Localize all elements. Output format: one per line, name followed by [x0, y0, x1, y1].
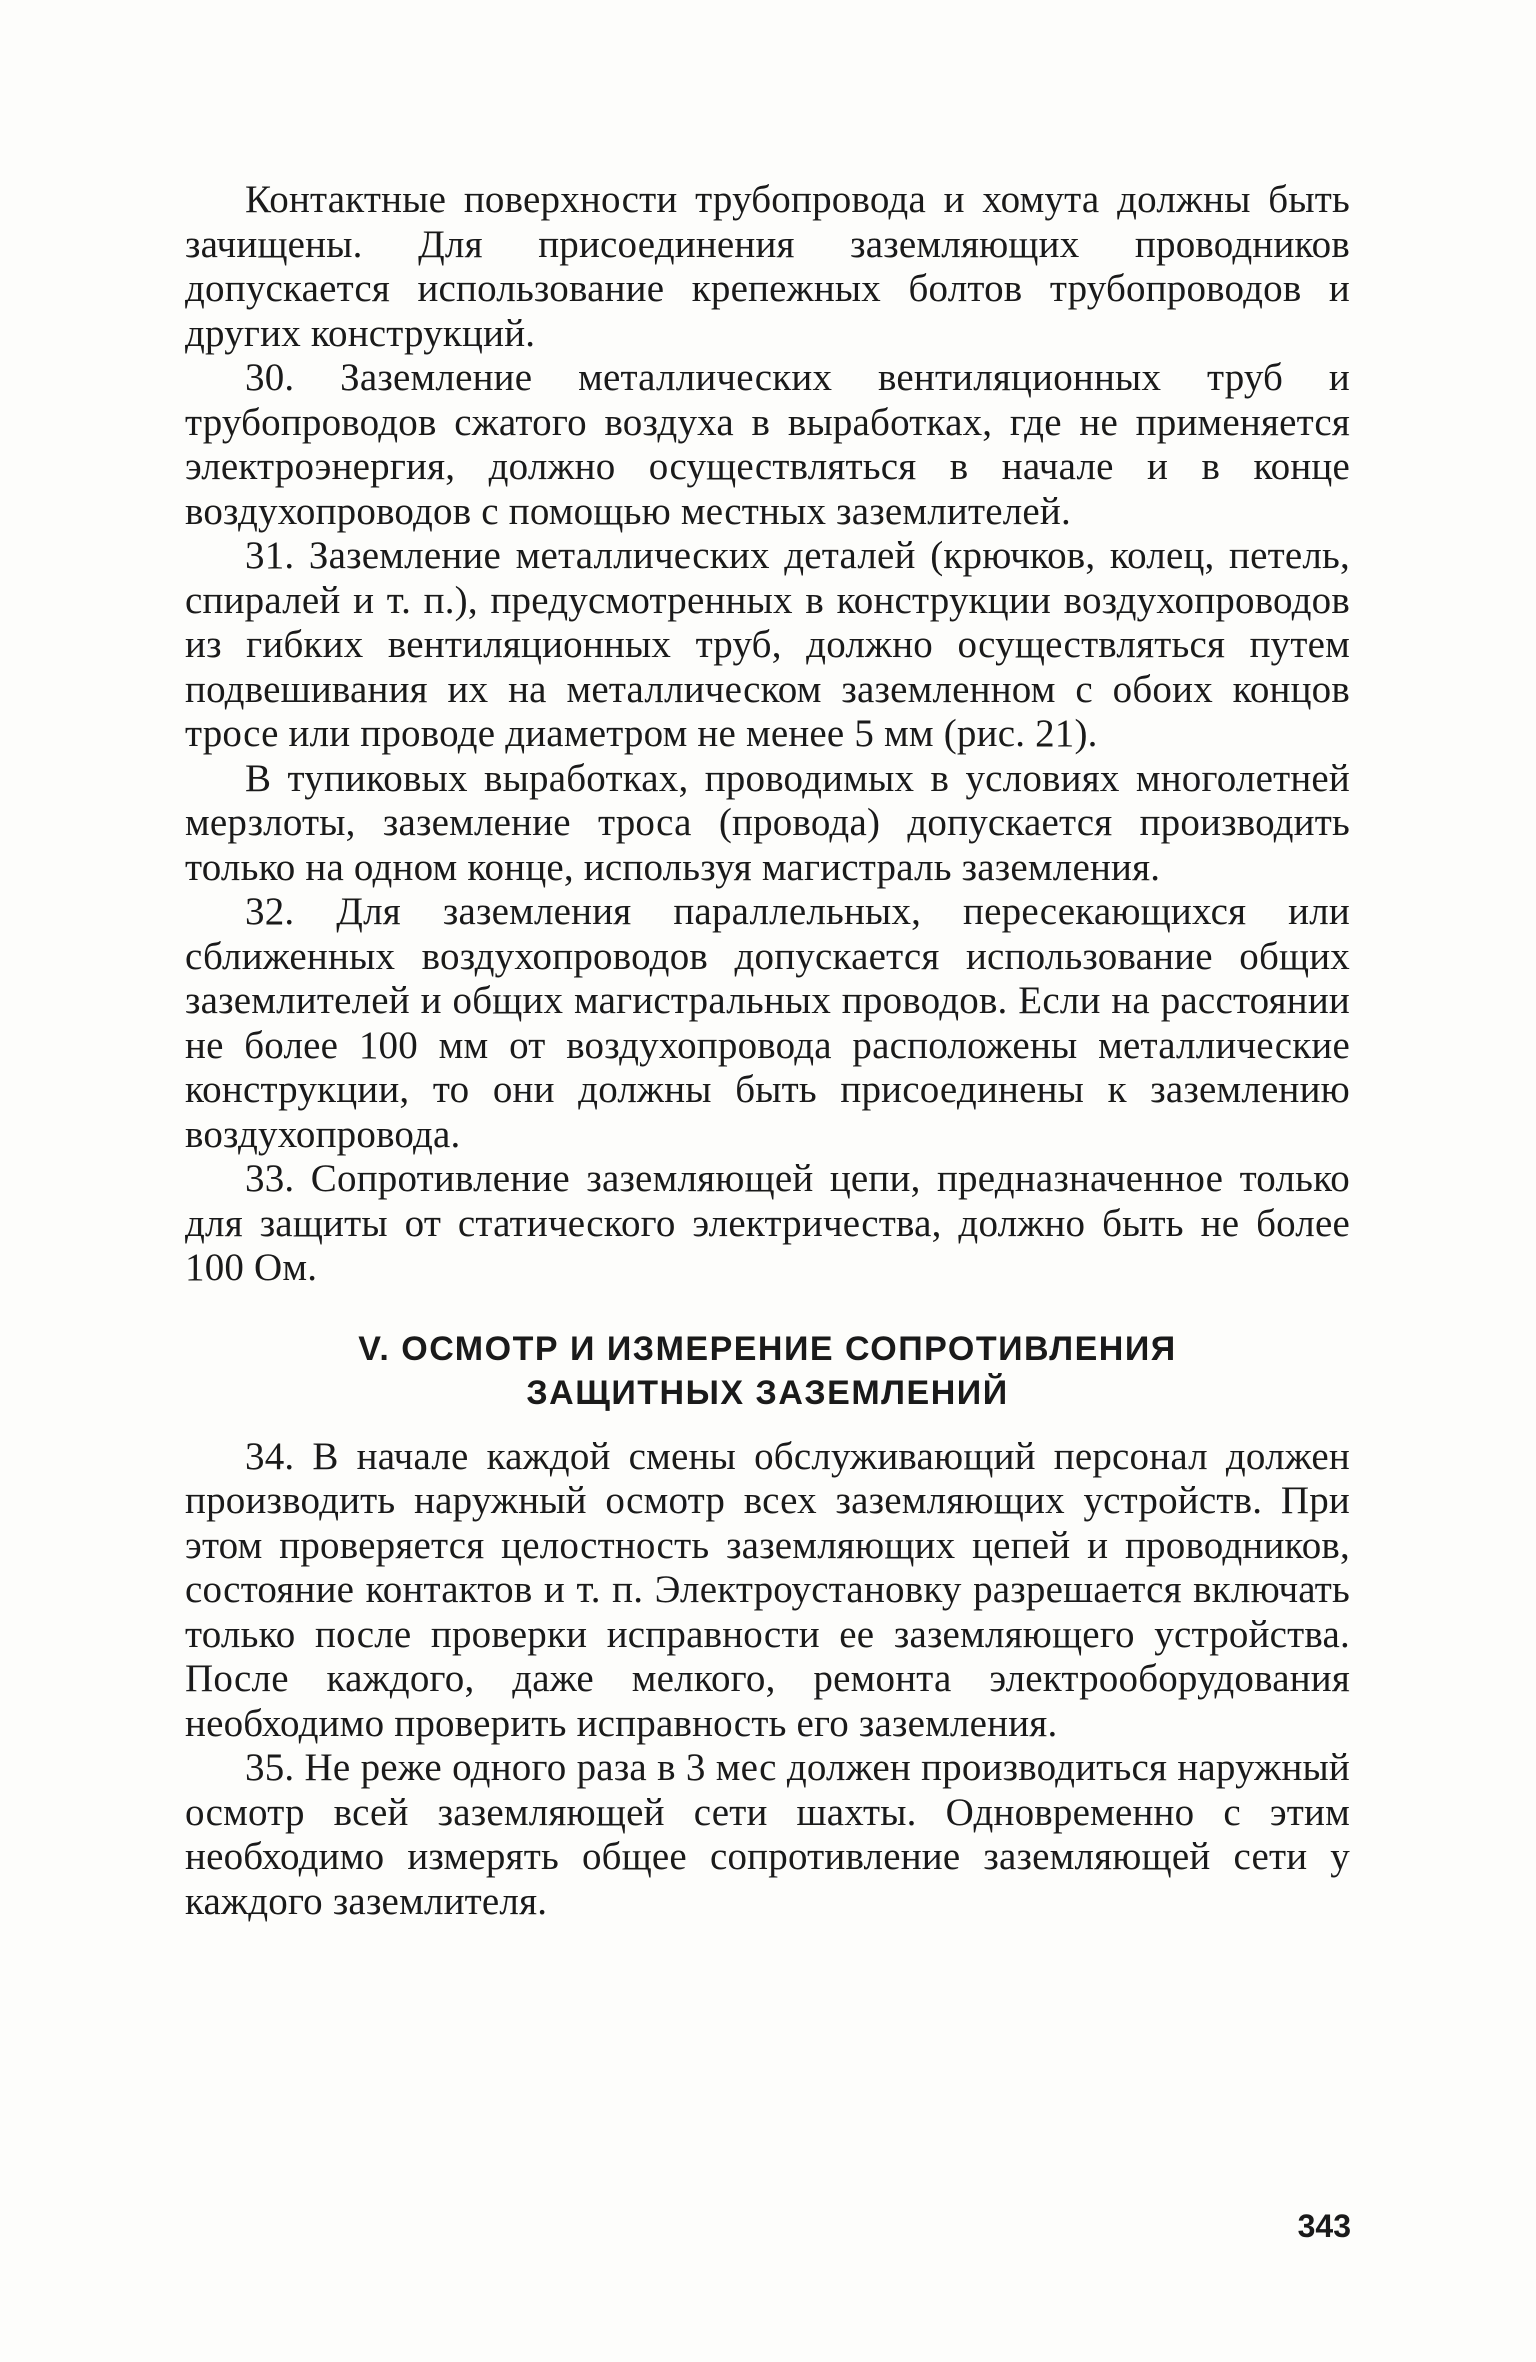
section-heading-line-2: ЗАЩИТНЫХ ЗАЗЕМЛЕНИЙ: [526, 1373, 1009, 1412]
paragraph-dead-end-workings: В тупиковых выработках, проводимых в условиях многолетней мерзлоты, заземление троса (провода) допускается производить только на одном конце, используя магистраль заземления.: [185, 756, 1350, 889]
paragraph-clamp-surfaces: Контактные поверхности трубопровода и хомута должны быть зачищены. Для присоединения заземляющих проводников допускается использование крепежных болтов трубопроводов и других конструкций.: [185, 178, 1350, 355]
paragraph-item-30: 30. Заземление металлических вентиляционных труб и трубопроводов сжатого воздуха в выработках, где не применяется электроэнергия, должно осуществляться в начале и в конце воздухопроводов с помощью местных заземлителей.: [185, 356, 1350, 533]
page-number: 343: [1297, 2208, 1351, 2244]
paragraph-item-31: 31. Заземление металлических деталей (крючков, колец, петель, спиралей и т. п.), предусмотренных в конструкции воздухопроводов из гибких вентиляционных труб, должно осуществляться путем подвешивания их на металлическом заземленном с обоих концов тросе или проводе диаметром не менее 5 мм (рис. 21).: [185, 534, 1350, 755]
paragraph-item-32: 32. Для заземления параллельных, пересекающихся или сближенных воздухопроводов допускается использование общих заземлителей и общих магистральных проводов. Если на расстоянии не более 100 мм от воздухопровода расположены металлические конструкции, то они должны быть присоединены к заземлению воздухопровода.: [185, 890, 1350, 1156]
page-body: [185, 178, 1350, 1924]
section-heading-line-1: V. ОСМОТР И ИЗМЕРЕНИЕ СОПРОТИВЛЕНИЯ: [358, 1329, 1177, 1368]
paragraph-item-33: 33. Сопротивление заземляющей цепи, предназначенное только для защиты от статического электричества, должно быть не более 100 Ом.: [185, 1157, 1350, 1289]
paragraph-item-35: 35. Не реже одного раза в 3 мес должен производиться наружный осмотр всей заземляющей сети шахты. Одновременно с этим необходимо измерять общее сопротивление заземляющей сети у каждого заземлителя.: [185, 1746, 1350, 1923]
section-heading: [185, 1327, 1350, 1415]
paragraph-item-34: 34. В начале каждой смены обслуживающий персонал должен производить наружный осмотр всех заземляющих устройств. При этом проверяется целостность заземляющих цепей и проводников, состояние контактов и т. п. Электроустановку разрешается включать только после проверки исправности ее заземляющего устройства. После каждого, даже мелкого, ремонта электрооборудования необходимо проверить исправность его заземления.: [185, 1434, 1350, 1745]
